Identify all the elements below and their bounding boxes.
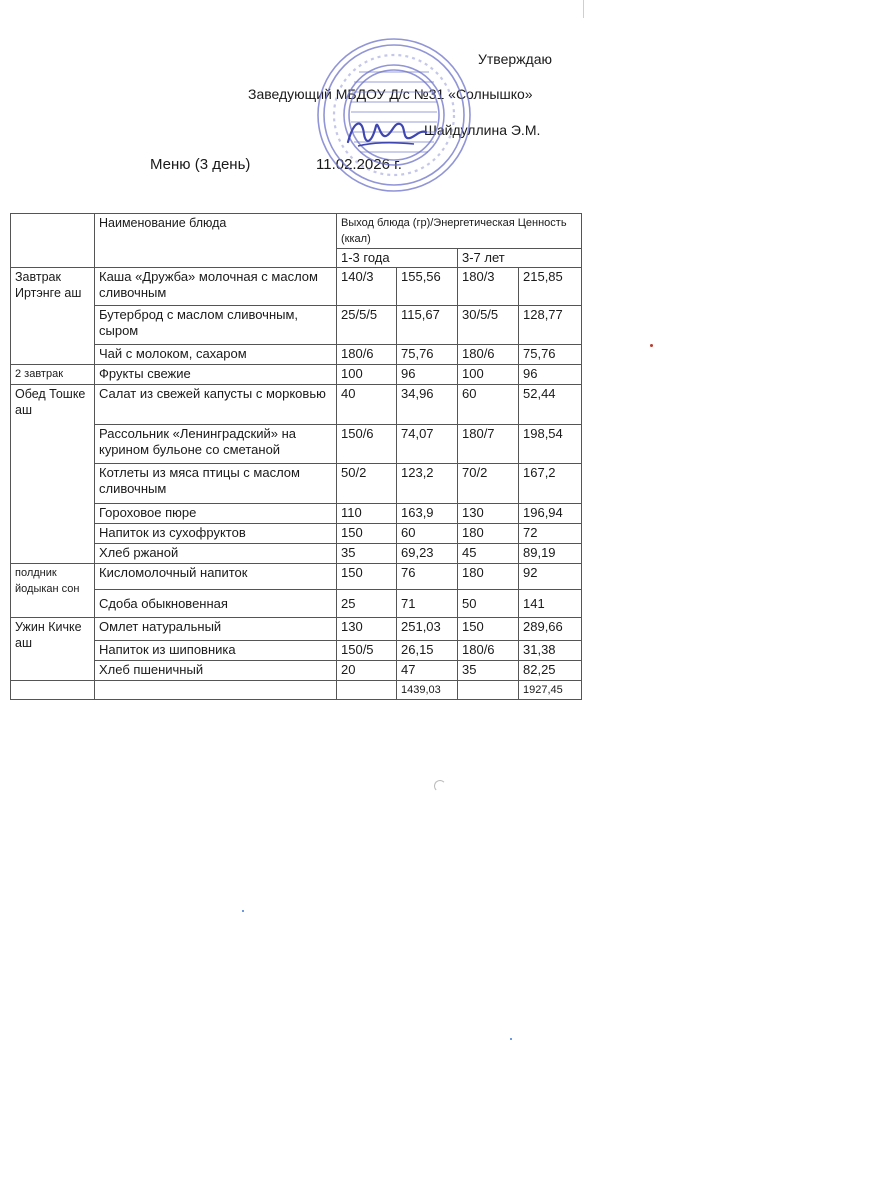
kcal-3-7: 198,54 (519, 425, 582, 464)
kcal-1-3: 47 (397, 661, 458, 681)
meal-label-snack: полдник йодыкан сон (11, 564, 95, 618)
menu-date: 11.02.2026 г. (316, 156, 402, 173)
kcal-1-3: 96 (397, 365, 458, 385)
kcal-1-3: 71 (397, 590, 458, 618)
weight-3-7: 130 (458, 504, 519, 524)
weight-1-3: 150 (337, 564, 397, 590)
weight-1-3: 35 (337, 544, 397, 564)
total-empty-cell (95, 681, 337, 700)
weight-1-3: 20 (337, 661, 397, 681)
kcal-1-3: 76 (397, 564, 458, 590)
weight-3-7: 60 (458, 385, 519, 425)
weight-3-7: 150 (458, 618, 519, 641)
kcal-3-7: 75,76 (519, 345, 582, 365)
menu-title: Меню (3 день) (150, 156, 251, 173)
kcal-3-7: 128,77 (519, 306, 582, 345)
weight-1-3: 140/3 (337, 268, 397, 306)
kcal-1-3: 74,07 (397, 425, 458, 464)
dish-name: Напиток из шиповника (95, 641, 337, 661)
meal-label-lunch: Обед Тошке аш (11, 385, 95, 564)
kcal-1-3: 75,76 (397, 345, 458, 365)
scan-speck (510, 1038, 512, 1040)
total-empty-cell (11, 681, 95, 700)
weight-3-7: 45 (458, 544, 519, 564)
weight-1-3: 50/2 (337, 464, 397, 504)
signature-icon (344, 112, 430, 152)
menu-table (10, 213, 582, 700)
dish-name: Хлеб пшеничный (95, 661, 337, 681)
signer-name: Шайдуллина Э.М. (424, 122, 541, 138)
meal-label-second-breakfast: 2 завтрак (11, 365, 95, 385)
kcal-1-3: 34,96 (397, 385, 458, 425)
weight-1-3: 150/6 (337, 425, 397, 464)
total-empty-cell (337, 681, 397, 700)
kcal-3-7: 72 (519, 524, 582, 544)
kcal-3-7: 167,2 (519, 464, 582, 504)
dish-name: Салат из свежей капусты с морковью (95, 385, 337, 425)
scan-speck (242, 910, 244, 912)
total-empty-cell (458, 681, 519, 700)
weight-1-3: 25 (337, 590, 397, 618)
kcal-1-3: 123,2 (397, 464, 458, 504)
weight-3-7: 70/2 (458, 464, 519, 504)
weight-1-3: 100 (337, 365, 397, 385)
approve-label: Утверждаю (478, 51, 552, 67)
dish-name: Гороховое пюре (95, 504, 337, 524)
total-kcal-3-7: 1927,45 (519, 681, 582, 700)
kcal-1-3: 60 (397, 524, 458, 544)
weight-3-7: 180/6 (458, 641, 519, 661)
weight-3-7: 30/5/5 (458, 306, 519, 345)
dish-name: Напиток из сухофруктов (95, 524, 337, 544)
age-3-7-header: 3-7 лет (458, 249, 582, 268)
dish-name: Котлеты из мяса птицы с маслом сливочным (95, 464, 337, 504)
col-output-header: Выход блюда (гр)/Энергетическая Ценность (ккал) (337, 214, 582, 249)
weight-1-3: 180/6 (337, 345, 397, 365)
kcal-3-7: 215,85 (519, 268, 582, 306)
weight-1-3: 110 (337, 504, 397, 524)
weight-1-3: 25/5/5 (337, 306, 397, 345)
weight-3-7: 180 (458, 524, 519, 544)
weight-3-7: 180/7 (458, 425, 519, 464)
kcal-3-7: 52,44 (519, 385, 582, 425)
kcal-1-3: 115,67 (397, 306, 458, 345)
weight-1-3: 130 (337, 618, 397, 641)
weight-3-7: 180 (458, 564, 519, 590)
kcal-3-7: 96 (519, 365, 582, 385)
kcal-1-3: 163,9 (397, 504, 458, 524)
kcal-3-7: 196,94 (519, 504, 582, 524)
weight-3-7: 50 (458, 590, 519, 618)
kcal-3-7: 141 (519, 590, 582, 618)
dish-name: Сдоба обыкновенная (95, 590, 337, 618)
kcal-1-3: 26,15 (397, 641, 458, 661)
kcal-3-7: 92 (519, 564, 582, 590)
head-title: Заведующий МБДОУ Д/с №31 «Солнышко» (248, 86, 533, 102)
scan-speck (650, 344, 653, 347)
weight-3-7: 100 (458, 365, 519, 385)
age-1-3-header: 1-3 года (337, 249, 458, 268)
weight-3-7: 180/6 (458, 345, 519, 365)
col-dish-header: Наименование блюда (95, 214, 337, 268)
kcal-1-3: 251,03 (397, 618, 458, 641)
paper-edge (583, 0, 584, 18)
dish-name: Бутерброд с маслом сливочным, сыром (95, 306, 337, 345)
kcal-3-7: 82,25 (519, 661, 582, 681)
dish-name: Рассольник «Ленинградский» на курином бульоне со сметаной (95, 425, 337, 464)
weight-1-3: 40 (337, 385, 397, 425)
dish-name: Чай с молоком, сахаром (95, 345, 337, 365)
dish-name: Фрукты свежие (95, 365, 337, 385)
weight-1-3: 150/5 (337, 641, 397, 661)
dish-name: Кисломолочный напиток (95, 564, 337, 590)
kcal-1-3: 155,56 (397, 268, 458, 306)
weight-3-7: 35 (458, 661, 519, 681)
dish-name: Омлет натуральный (95, 618, 337, 641)
kcal-1-3: 69,23 (397, 544, 458, 564)
total-kcal-1-3: 1439,03 (397, 681, 458, 700)
meal-label-breakfast: Завтрак Иртэнге аш (11, 268, 95, 365)
kcal-3-7: 89,19 (519, 544, 582, 564)
kcal-3-7: 289,66 (519, 618, 582, 641)
corner-cell (11, 214, 95, 268)
meal-label-dinner: Ужин Кичке аш (11, 618, 95, 681)
scan-speck (434, 780, 446, 792)
weight-1-3: 150 (337, 524, 397, 544)
weight-3-7: 180/3 (458, 268, 519, 306)
kcal-3-7: 31,38 (519, 641, 582, 661)
dish-name: Каша «Дружба» молочная с маслом сливочным (95, 268, 337, 306)
dish-name: Хлеб ржаной (95, 544, 337, 564)
